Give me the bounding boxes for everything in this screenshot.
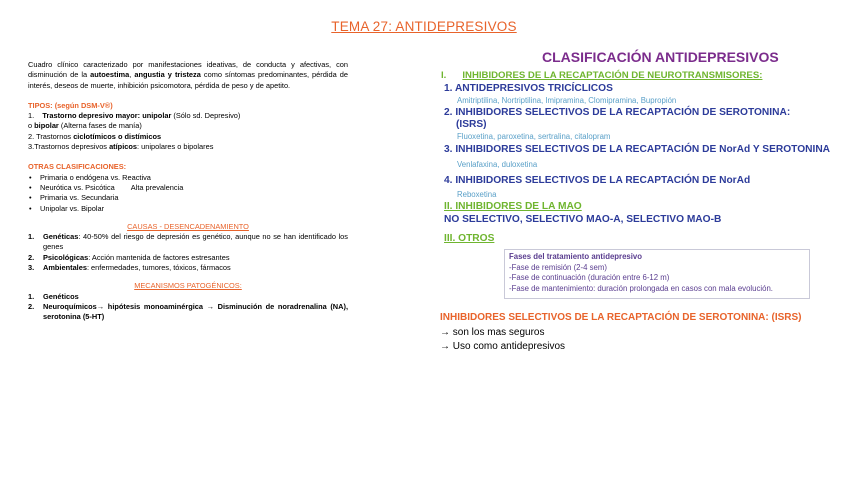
mecanismos-bold-2: Neuroquímicos→ hipótesis monoaminérgica → Disminución de noradrenalina (NA), serotonina (5-HT): [43, 301, 348, 322]
group-4-title: 4. INHIBIDORES SELECTIVOS DE LA RECAPTACIÓN DE NorAd: [444, 175, 751, 186]
group-4-drugs: Reboxetina: [457, 190, 497, 199]
tipos-line-3: [28, 132, 348, 142]
tipos-bold-1: Trastorno depresivo mayor:: [42, 111, 143, 121]
group-i-num: I.: [441, 70, 447, 81]
group-i-title: INHIBIDORES DE LA RECAPTACIÓN DE NEUROTRANSMISORES:: [462, 70, 763, 81]
num: 1.: [28, 232, 35, 242]
fases-line-1: -Fase de remisión (2-4 sem): [509, 262, 607, 272]
list-item: [28, 301, 348, 323]
list-item: [28, 291, 348, 302]
group-iii-title: III. OTROS: [444, 233, 495, 244]
list-item: • Unipolar vs. Bipolar: [40, 204, 348, 214]
intro-bold-2: angustia y tristeza: [134, 70, 201, 80]
group-3-drugs: Venlafaxina, duloxetina: [457, 160, 538, 169]
group-2-title-b: (ISRS): [456, 119, 487, 130]
tipos-title: TIPOS: (según DSM-V®): [28, 100, 113, 110]
left-column: [28, 60, 348, 323]
causas-text-1: : 40-50% del riesgo de depresión es genético, aunque no se han identificado los genes: [43, 232, 348, 252]
group-2-title: 2. INHIBIDORES SELECTIVOS DE LA RECAPTACIÓN DE SEROTONINA:: [444, 107, 791, 118]
causas-text-3: : enfermedades, tumores, tóxicos, fármacos: [86, 263, 231, 273]
tipos-text-3: 2. Trastornos: [28, 131, 74, 141]
page-title: TEMA 27: ANTIDEPRESIVOS: [331, 19, 517, 34]
tipos-line-1: [28, 111, 348, 121]
list-item: • Primaria o endógena vs. Reactiva: [40, 173, 348, 183]
causas-text-2: : Acción mantenida de factores estresantes: [88, 252, 230, 262]
fases-box: [504, 249, 810, 299]
causas-bold-3: Ambientales: [43, 263, 87, 273]
tipos-text-1: (Sólo sd. Depresivo): [171, 111, 241, 121]
list-item: [28, 263, 348, 273]
tipos-bold-3: ciclotímicos o distímicos: [73, 131, 162, 141]
intro-bold-1: autoestima: [90, 70, 130, 80]
num: 1.: [28, 291, 35, 301]
mecanismos-bold-1: Genéticos: [43, 291, 79, 301]
num: 3.: [28, 263, 35, 273]
tipos-text-4: 3.Trastornos depresivos: [28, 142, 110, 152]
intro-text-1: Cuadro clínico caracterizado por manifestaciones ideativas, de conducta y afectivas, con disminución de la: [28, 60, 348, 80]
isrs-title: INHIBIDORES SELECTIVOS DE LA RECAPTACIÓN DE SEROTONINA: (ISRS): [440, 312, 802, 323]
group-ii-sub: NO SELECTIVO, SELECTIVO MAO-A, SELECTIVO MAO-B: [444, 214, 722, 225]
alta-prevalencia: Alta prevalencia: [130, 182, 184, 192]
list-item: • Primaria vs. Secundaria: [40, 193, 348, 203]
tipos-bold-2: bipolar: [34, 121, 59, 131]
tipos-text-2: (Alterna fases de manía): [58, 121, 142, 131]
group-1-drugs: Amitriptilina, Nortriptilina, Imipramina, Clomipramina, Bupropión: [457, 96, 677, 105]
tipos-num-1: 1.: [28, 111, 35, 121]
causas-list: [28, 232, 348, 273]
fases-line-2: -Fase de continuación (duración entre 6-12 m): [509, 273, 670, 282]
causas-bold-2: Psicológicas: [43, 252, 89, 262]
num: 2.: [28, 301, 35, 311]
list-item: [40, 183, 348, 193]
fases-line-3: -Fase de mantenimiento: duración prolongada en casos con mala evolución.: [509, 283, 773, 293]
tipos-bold-1b: unipolar: [142, 111, 172, 121]
group-3-title: 3. INHIBIDORES SELECTIVOS DE LA RECAPTACIÓN DE NorAd Y SEROTONINA: [444, 144, 831, 155]
tipos-text-2a: o: [28, 121, 35, 131]
mecanismos-title: MECANISMOS PATOGÉNICOS:: [134, 281, 242, 291]
intro-paragraph: [28, 60, 348, 91]
otras-list: [28, 173, 348, 214]
clasificacion-title: CLASIFICACIÓN ANTIDEPRESIVOS: [542, 49, 779, 65]
group-i-heading: [441, 70, 762, 81]
intro-text-2: ,: [129, 70, 135, 80]
mecanismos-list: [28, 292, 348, 323]
group-1-title: [444, 83, 613, 94]
tipos-text-4c: : unipolares o bipolares: [137, 142, 214, 152]
tipos-line-4: [28, 142, 348, 152]
list-item: [28, 232, 348, 253]
causas-bold-1: Genéticas: [43, 232, 79, 242]
num: 2.: [28, 252, 35, 262]
causas-title: CAUSAS - DESENCADENAMIENTO: [127, 221, 249, 231]
isrs-point-2: → Uso como antidepresivos: [440, 341, 566, 352]
group-1-text: 1. ANTIDEPRESIVOS TRICÍCLICOS: [444, 83, 613, 94]
fases-title: Fases del tratamiento antidepresivo: [509, 252, 643, 261]
group-ii-title: II. INHIBIDORES DE LA MAO: [444, 201, 582, 212]
tipos-line-2: [28, 121, 348, 131]
list-item: [28, 252, 348, 263]
group-2-drugs: Fluoxetina, paroxetina, sertralina, citalopram: [457, 132, 611, 141]
intro-text-3: como síntomas predominantes, pérdida de interés, deseos de muerte, inhibición psicomotora, pérdida de peso y de apetito.: [28, 70, 348, 90]
otras-item-2: Neurótica vs. Psicótica: [40, 182, 115, 192]
tipos-bold-4: atípicos: [109, 142, 137, 152]
otras-title: OTRAS CLASIFICACIONES:: [28, 162, 127, 172]
isrs-point-1: → son los mas seguros: [440, 327, 545, 338]
